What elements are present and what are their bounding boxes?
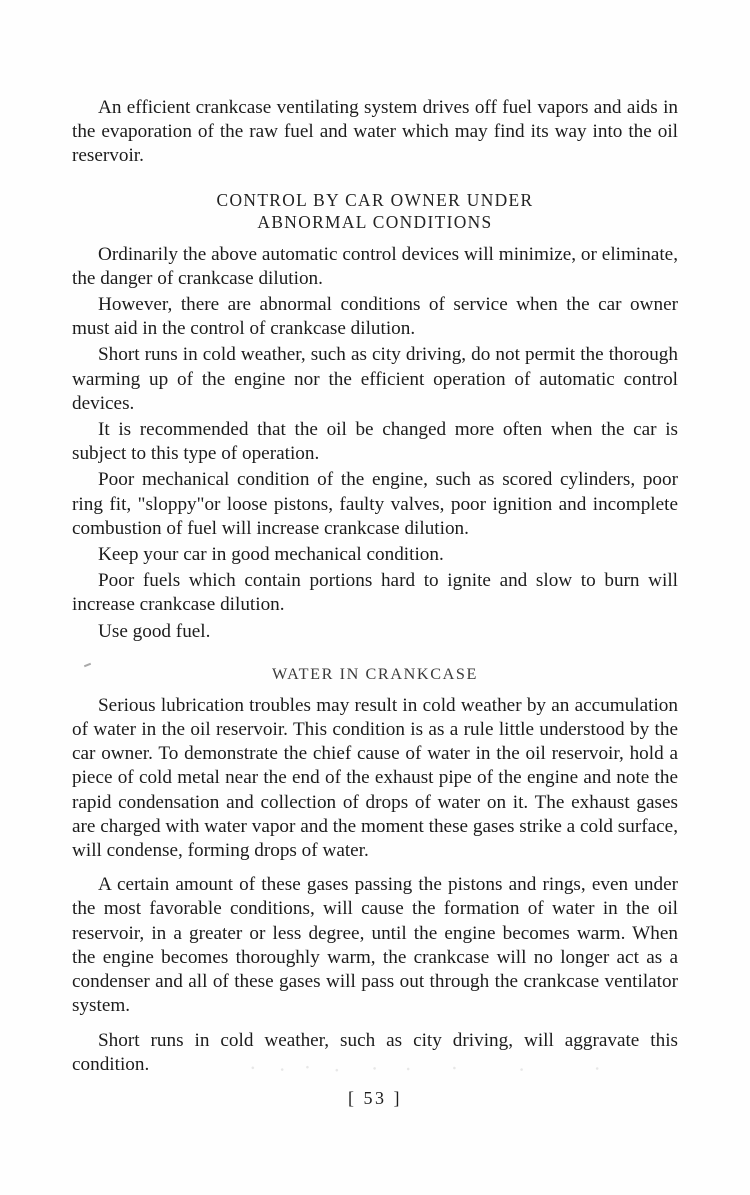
spacer	[72, 169, 678, 189]
section-heading-line-1: CONTROL BY CAR OWNER UNDER	[216, 189, 534, 210]
paragraph-short-runs-aggravate: Short runs in cold weather, such as city driving, will aggravate this condition.	[72, 1029, 678, 1075]
spacer	[72, 684, 678, 694]
paragraph-certain-amount: A certain amount of these gases passing the pistons and rings, even under the most favorable conditions, will cause the formation of water in the oil reservoir, in a greater or less degree, until the engine becomes warm. When the engine becomes thoroughly warm, the crankcase will no longer act as a condenser and all of these gases will pass out through the crankcase ventilator system.	[72, 874, 678, 1017]
spacer	[72, 863, 678, 873]
spacer	[72, 644, 678, 664]
page-text-column	[72, 96, 678, 1077]
page-number: [ 53 ]	[348, 1088, 402, 1108]
spacer	[72, 233, 678, 243]
paragraph-poor-fuels: Poor fuels which contain portions hard to ignite and slow to burn will increase crankcase dilution.	[72, 570, 678, 616]
subsection-heading-water-in-crankcase: WATER IN CRANKCASE	[272, 664, 478, 683]
paragraph-ordinarily: Ordinarily the above automatic control devices will minimize, or eliminate, the danger of crankcase dilution.	[72, 243, 678, 289]
section-heading	[72, 189, 678, 233]
paragraph-keep-car: Keep your car in good mechanical condition.	[98, 544, 444, 566]
paragraph-however: However, there are abnormal conditions of service when the car owner must aid in the control of crankcase dilution.	[72, 294, 678, 340]
paragraph-short-runs: Short runs in cold weather, such as city driving, do not permit the thorough warming up of the engine nor the efficient operation of automatic control devices.	[72, 344, 678, 414]
paragraph-recommended: It is recommended that the oil be changed more often when the car is subject to this type of operation.	[72, 419, 678, 465]
section-heading-line-2: ABNORMAL CONDITIONS	[257, 211, 493, 232]
paragraph-poor-mechanical: Poor mechanical condition of the engine, such as scored cylinders, poor ring fit, "sloppy"or loose pistons, faulty valves, poor ignition and incomplete combustion of fuel will increase crankcase dilution.	[72, 469, 678, 539]
paragraph-intro: An efficient crankcase ventilating system drives off fuel vapors and aids in the evaporation of the raw fuel and water which may find its way into the oil reservoir.	[72, 97, 678, 167]
paragraph-use-good-fuel: Use good fuel.	[98, 620, 211, 642]
paragraph-serious-lubrication: Serious lubrication troubles may result in cold weather by an accumulation of water in the oil reservoir. This condition is as a rule little understood by the car owner. To demonstrate the chief cause of water in the oil reservoir, hold a piece of cold metal near the end of the exhaust pipe of the engine and note the rapid condensation and collection of drops of water on it. The exhaust gases are charged with water vapor and the moment these gases strike a cold surface, will condense, forming drops of water.	[72, 694, 678, 862]
scan-artifact-band	[236, 1063, 656, 1075]
spacer	[72, 1019, 678, 1029]
